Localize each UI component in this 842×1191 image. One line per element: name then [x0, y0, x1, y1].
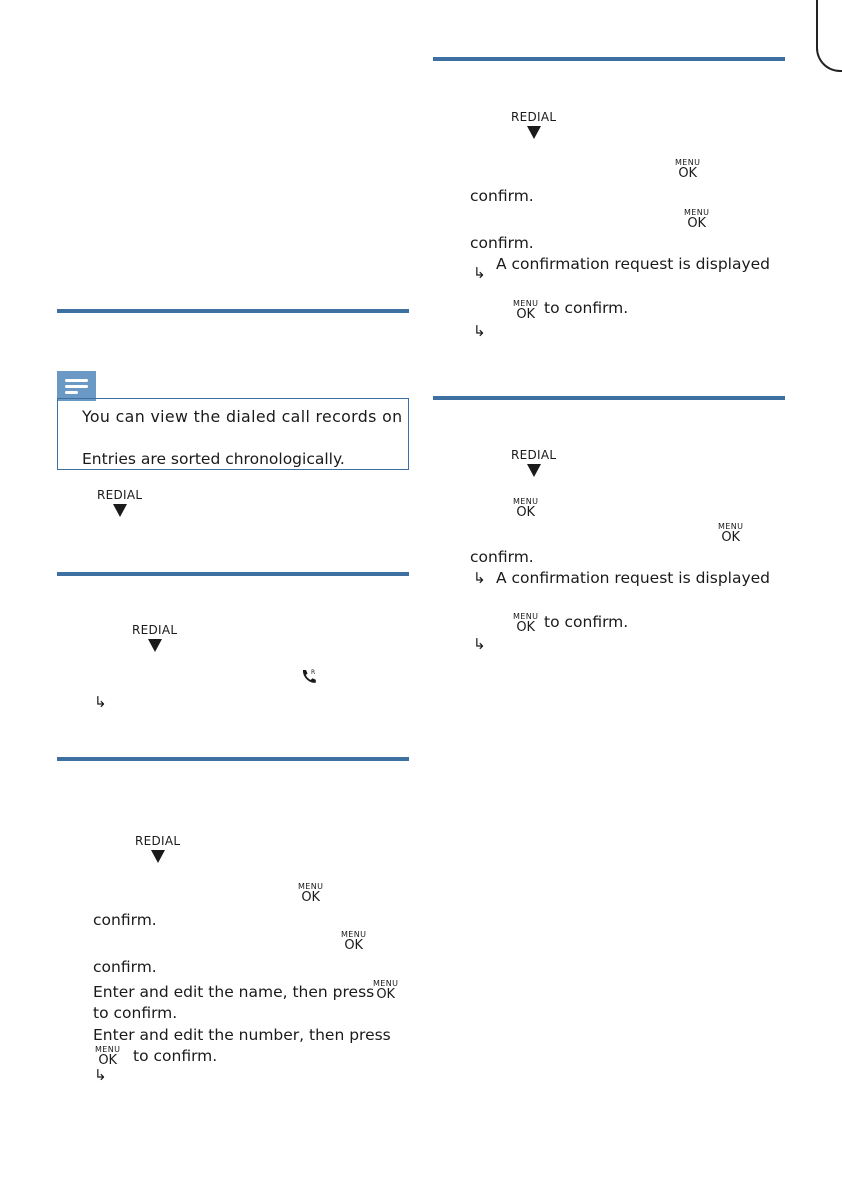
menu-ok-key: MENU OK: [513, 299, 539, 322]
enter-number-text: Enter and edit the number, then press: [93, 1026, 391, 1044]
confirmation-request-text: A confirmation request is displayed: [496, 569, 771, 587]
to-confirm-text: to confirm.: [544, 299, 629, 317]
to-confirm-text: to confirm.: [93, 1004, 178, 1022]
section-rule: [433, 396, 785, 400]
section-rule: [433, 57, 785, 61]
menu-ok-key: MENU OK: [95, 1045, 121, 1068]
result-arrow-icon: ↳: [473, 569, 486, 587]
phone-redial-icon: [300, 668, 318, 686]
result-arrow-icon: ↳: [473, 264, 486, 282]
redial-key: REDIAL: [511, 449, 556, 477]
redial-key: REDIAL: [511, 111, 556, 139]
menu-ok-key: MENU OK: [373, 979, 399, 1002]
menu-ok-key: MENU OK: [675, 158, 701, 181]
menu-ok-key: MENU OK: [684, 208, 710, 231]
confirm-text: confirm.: [470, 548, 534, 566]
note-icon: [57, 371, 96, 401]
down-arrow-icon: [527, 464, 541, 477]
page-corner-mark: [816, 0, 842, 72]
result-arrow-icon: ↳: [94, 693, 107, 711]
down-arrow-icon: [151, 850, 165, 863]
redial-key: REDIAL: [135, 835, 180, 863]
svg-text:R: R: [311, 669, 316, 676]
confirmation-request-text: A confirmation request is displayed: [496, 255, 771, 273]
note-box: [57, 398, 409, 470]
result-arrow-icon: ↳: [94, 1066, 107, 1084]
section-rule: [57, 757, 409, 761]
redial-key: REDIAL: [132, 624, 177, 652]
menu-ok-key: MENU OK: [298, 882, 324, 905]
menu-ok-key: MENU OK: [513, 497, 539, 520]
confirm-text: confirm.: [93, 958, 157, 976]
redial-key: REDIAL: [97, 489, 142, 517]
confirm-text: confirm.: [93, 911, 157, 929]
down-arrow-icon: [527, 126, 541, 139]
to-confirm-text: to confirm.: [544, 613, 629, 631]
confirm-text: confirm.: [470, 234, 534, 252]
down-arrow-icon: [113, 504, 127, 517]
section-rule: [57, 309, 409, 313]
confirm-text: confirm.: [470, 187, 534, 205]
to-confirm-text: to confirm.: [133, 1047, 218, 1065]
menu-ok-key: MENU OK: [513, 612, 539, 635]
note-line-1: You can view the dialed call records on: [82, 407, 403, 426]
section-rule: [57, 572, 409, 576]
menu-ok-key: MENU OK: [718, 522, 744, 545]
result-arrow-icon: ↳: [473, 635, 486, 653]
note-line-2: Entries are sorted chronologically.: [82, 450, 345, 468]
enter-name-text: Enter and edit the name, then press: [93, 983, 375, 1001]
result-arrow-icon: ↳: [473, 322, 486, 340]
down-arrow-icon: [148, 639, 162, 652]
menu-ok-key: MENU OK: [341, 930, 367, 953]
